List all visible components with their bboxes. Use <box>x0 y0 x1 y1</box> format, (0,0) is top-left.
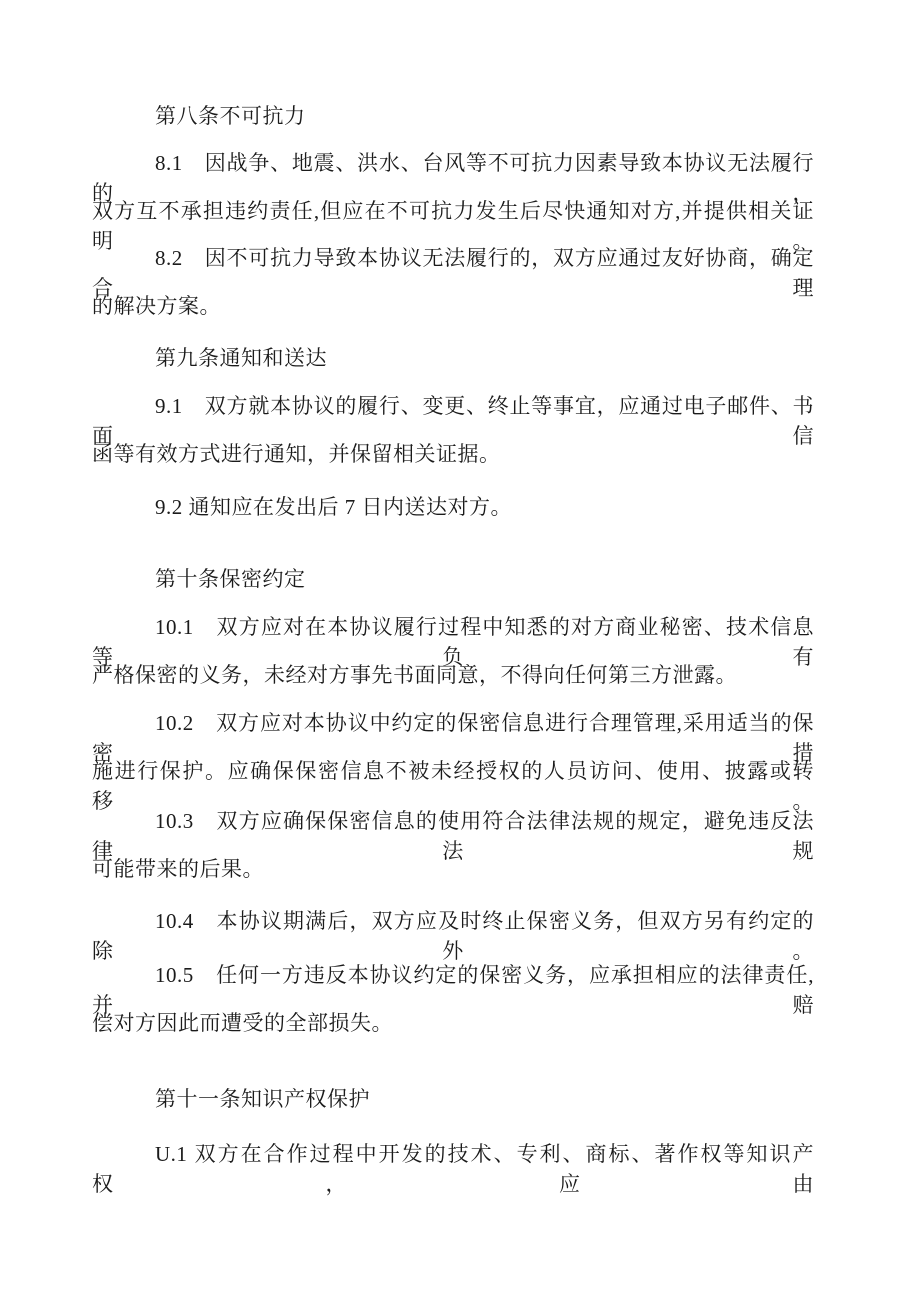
article-10-heading: 第十条保密约定 <box>155 567 306 591</box>
clause-11-1-line-1: U.1 双方在合作过程中开发的技术、专利、商标、著作权等知识产权，应由 <box>92 1142 814 1196</box>
clause-8-2-line-1: 8.2 因不可抗力导致本协议无法履行的，双方应通过友好协商，确定合理 <box>92 246 814 300</box>
clause-9-1-line-1: 9.1 双方就本协议的履行、变更、终止等事宜，应通过电子邮件、书面信 <box>92 394 814 448</box>
article-8-heading: 第八条不可抗力 <box>155 104 306 128</box>
clause-8-1-line-2: 双方互不承担违约责任,但应在不可抗力发生后尽快通知对方,并提供相关证明。 <box>92 199 814 253</box>
clause-9-1-line-2: 函等有效方式进行通知，并保留相关证据。 <box>92 442 501 466</box>
clause-10-3-line-2: 可能带来的后果。 <box>92 857 264 881</box>
clause-8-2-line-2: 的解决方案。 <box>92 294 221 318</box>
clause-10-4-line-1: 10.4 本协议期满后，双方应及时终止保密义务，但双方另有约定的除外。 <box>92 909 814 963</box>
clause-8-1-line-1: 8.1 因战争、地震、洪水、台风等不可抗力因素导致本协议无法履行的， <box>92 151 814 205</box>
clause-9-2-line-1: 9.2 通知应在发出后 7 日内送达对方。 <box>155 495 512 519</box>
article-9-heading: 第九条通知和送达 <box>155 346 327 370</box>
clause-10-3-line-1: 10.3 双方应确保保密信息的使用符合法律法规的规定，避免违反法律法规 <box>92 809 814 863</box>
clause-10-5-line-2: 偿对方因此而遭受的全部损失。 <box>92 1011 393 1035</box>
clause-10-1-line-2: 严格保密的义务，未经对方事先书面同意，不得向任何第三方泄露。 <box>92 663 737 687</box>
clause-10-5-line-1: 10.5 任何一方违反本协议约定的保密义务，应承担相应的法律责任,并赔 <box>92 963 814 1017</box>
article-11-heading: 第十一条知识产权保护 <box>155 1087 370 1111</box>
clause-10-2-line-1: 10.2 双方应对本协议中约定的保密信息进行合理管理,采用适当的保密措 <box>92 711 814 765</box>
clause-10-2-line-2: 施进行保护。应确保保密信息不被未经授权的人员访问、使用、披露或转移。 <box>92 759 814 813</box>
clause-10-1-line-1: 10.1 双方应对在本协议履行过程中知悉的对方商业秘密、技术信息等负有 <box>92 615 814 669</box>
